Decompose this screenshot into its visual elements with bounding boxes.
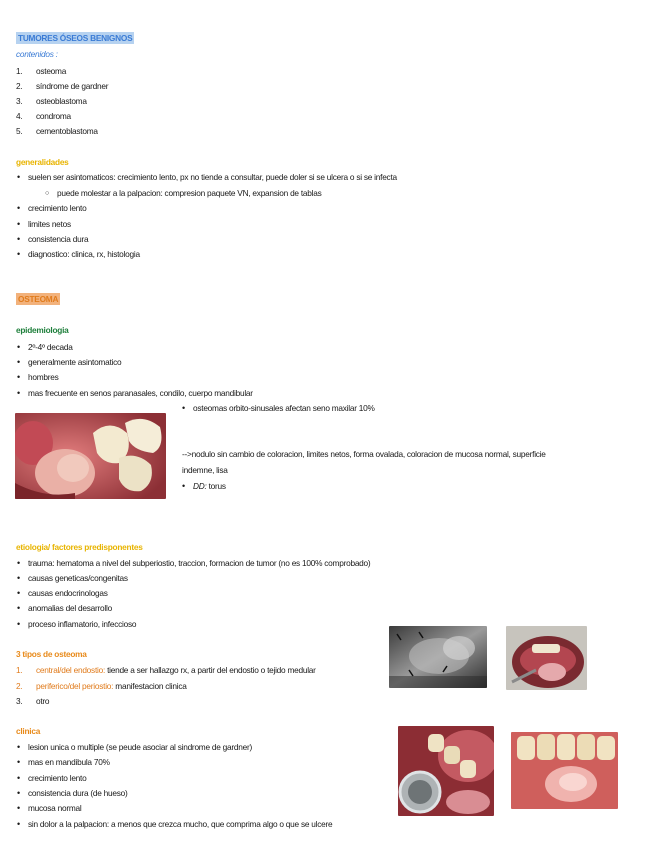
list-item: • diagnostico: clinica, rx, histologia [28,249,140,260]
list-item: • mas en mandibula 70% [28,757,110,768]
nodule-description-cont: indemne, lisa [182,465,228,475]
list-item: • proceso inflamatorio, infeccioso [28,619,136,630]
list-item: 2. periferico/del periostio: manifestacion clinica [16,681,187,691]
list-item: 1. central/del endostio: tiende a ser hallazgo rx, a partir del endostio o tejido medular [16,665,316,675]
list-item: 3. otro [16,696,50,706]
section-title-osteoma: OSTEOMA [18,294,59,304]
etiologia-heading: etiologia/ factores predisponentes [16,542,143,552]
list-item: • suelen ser asintomaticos: crecimiento lento, px no tiende a consultar, puede doler si se ulcera o si se infecta [28,172,397,183]
radiograph-image [389,626,487,688]
page-title: TUMORES ÓSEOS BENIGNOS [18,33,133,43]
epidemiologia-heading: epidemiologia [16,325,69,335]
list-item: • osteomas orbito-sinusales afectan seno maxilar 10% [193,403,375,414]
list-item: 5. cementoblastoma [16,126,98,136]
list-item: • trauma: hematoma a nivel del subperiostio, traccion, formacion de tumor (no es 100% comprobado) [28,558,370,569]
list-item: • mas frecuente en senos paranasales, condilo, cuerpo mandibular [28,388,253,399]
clinical-photo-mirror [398,726,494,816]
list-item: • generalmente asintomatico [28,357,121,368]
clinical-photo-lesion [511,732,618,809]
list-item: 2. síndrome de gardner [16,81,109,91]
list-item: • consistencia dura (de hueso) [28,788,128,799]
clinica-heading: clinica [16,726,41,736]
differential-diagnosis: • DD: torus [193,481,226,492]
list-item: • 2º-4º decada [28,342,73,353]
clinical-photo-palate [506,626,587,690]
clinical-photo-torus [15,413,166,499]
sub-list-item: ○ puede molestar a la palpacion: compresion paquete VN, expansion de tablas [57,188,322,199]
list-item: 4. condroma [16,111,71,121]
list-item: 1. osteoma [16,66,67,76]
list-item: • hombres [28,372,59,383]
list-item: • consistencia dura [28,234,88,245]
list-item: 3. osteoblastoma [16,96,87,106]
list-item: • causas endocrinologas [28,588,108,599]
tipos-heading: 3 tipos de osteoma [16,649,87,659]
nodule-description: -->nodulo sin cambio de coloracion, limites netos, forma ovalada, coloracion de mucosa normal, superficie [182,449,546,459]
contents-label: contenidos : [16,49,58,59]
list-item: • anomalias del desarrollo [28,603,112,614]
list-item: • mucosa normal [28,803,81,814]
generalidades-heading: generalidades [16,157,69,167]
list-item: • limites netos [28,219,71,230]
list-item: • lesion unica o multiple (se peude asociar al sindrome de gardner) [28,742,252,753]
list-item: • crecimiento lento [28,773,86,784]
list-item: • causas geneticas/congenitas [28,573,128,584]
list-item: • crecimiento lento [28,203,86,214]
list-item: • sin dolor a la palpacion: a menos que crezca mucho, que comprima algo o que se ulcere [28,819,332,830]
